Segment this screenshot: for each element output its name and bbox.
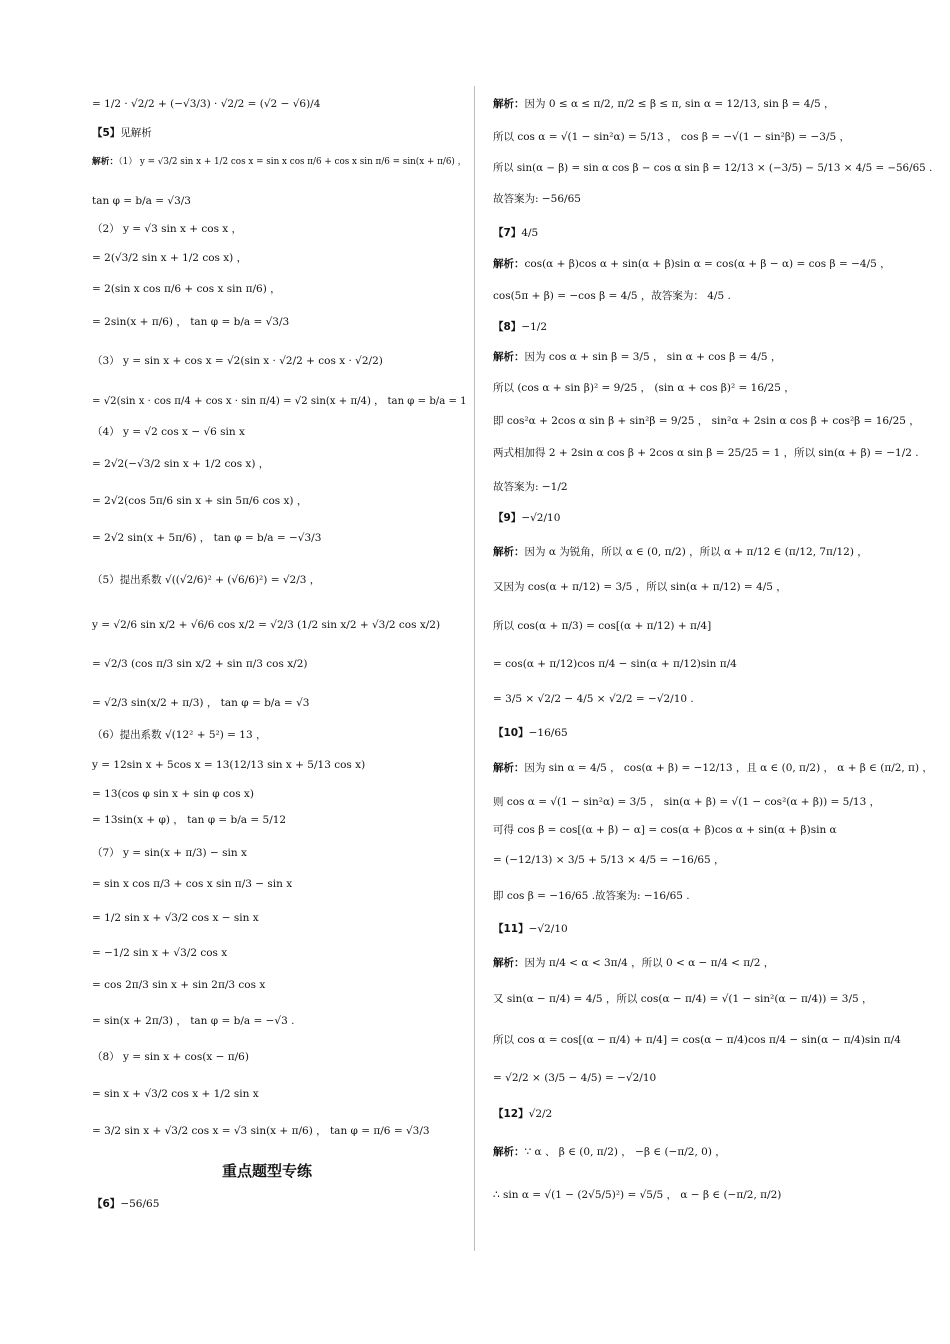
solution-line [493,413,920,429]
solution-label: 解析： [493,762,525,774]
solution-line [493,618,711,634]
math-text: 两式相加得 2 + 2sin α cos β + 2cos α sin β = 25/25 = 1 ，所以 sin(α + β) = −1/2 . [493,447,919,459]
math-text: （1） y = √3/2 sin x + 1/2 cos x = sin x cos π/6 + cos x sin π/6 = sin(x + π/6) ， [118,157,467,167]
solution-line [92,572,320,588]
solution-line [493,349,781,365]
math-text: −√2/10 [528,923,568,935]
math-text: （3） y = sin x + cos x = √2(sin x · √2/2 + cos x · √2/2) [92,355,383,367]
math-text: = 2sin(x + π/6) ， tan φ = b/a = √3/3 [92,316,290,328]
solution-label: 【6】 [92,1198,121,1210]
solution-label: 【5】 [92,127,121,139]
solution-label: 解析： [92,157,119,167]
math-text: （7） y = sin(x + π/3) − sin x [92,847,247,859]
solution-label: 【8】 [493,321,522,333]
solution-line [493,888,690,904]
math-text: = cos 2π/3 sin x + sin 2π/3 cos x [92,979,266,991]
solution-line [493,319,547,335]
math-text: √2/2 [528,1108,553,1120]
math-text: ∵ α 、 β ∈ (0, π/2) ， −β ∈ (−π/2, 0) ， [524,1146,726,1158]
solution-line [493,991,873,1007]
solution-line [493,1144,726,1160]
solution-label: 解析： [493,1146,525,1158]
math-text: = 1/2 · √2/2 + (−√3/3) · √2/2 = (√2 − √6)/4 [92,98,321,110]
solution-label: 解析： [493,258,525,270]
math-text: 即 cos β = −16/65 .故答案为: −16/65 . [493,890,690,902]
solution-label: 【7】 [493,227,522,239]
solution-line [493,479,568,495]
math-text: −√2/10 [521,512,561,524]
solution-line [92,812,286,828]
math-text: （4） y = √2 cos x − √6 sin x [92,426,245,438]
math-text: 故答案为: −1/2 [493,481,568,493]
solution-line [92,221,242,237]
math-text: y = 12sin x + 5cos x = 13(12/13 sin x + 5/13 cos x) [92,759,366,771]
solution-line [92,695,309,711]
solution-line [92,1086,259,1102]
math-text: 所以 cos(α + π/3) = cos[(α + π/12) + π/4] [493,620,712,632]
math-text: = √2/2 × (3/5 − 4/5) = −√2/10 [493,1072,657,1084]
solution-line [92,945,227,961]
solution-label: 【11】 [493,923,529,935]
solution-line [493,380,795,396]
math-text: cos(α + β)cos α + sin(α + β)sin α = cos(α + β − α) = cos β = −4/5 ， [524,258,891,270]
solution-line [493,822,837,838]
math-text: = −1/2 sin x + √3/2 cos x [92,947,228,959]
solution-line [493,544,868,560]
math-text: = 13(cos φ sin x + sin φ cos x) [92,788,254,800]
solution-line [493,852,725,868]
solution-line [493,760,933,776]
math-text: 所以 (cos α + sin β)² = 9/25 ， (sin α + cos β)² = 16/25 ， [493,382,795,394]
solution-line [493,1070,656,1086]
math-text: = sin x + √3/2 cos x + 1/2 sin x [92,1088,259,1100]
math-text: （2） y = √3 sin x + cos x ， [92,223,243,235]
math-text: = 2√2(−√3/2 sin x + 1/2 cos x) ， [92,458,270,470]
math-text: 见解析 [120,127,152,139]
math-text: 因为 sin α = 4/5 ， cos(α + β) = −12/13 ，且 α ∈ (0, π/2) ， α + β ∈ (π/2, π) ， [524,762,933,774]
solution-label: 【9】 [493,512,522,524]
math-text: −1/2 [521,321,548,333]
solution-line [92,96,320,112]
solution-line [92,314,289,330]
solution-line [493,160,932,176]
solution-line [493,191,581,207]
solution-line [493,656,737,672]
math-text: = √2/3 sin(x/2 + π/3) ， tan φ = b/a = √3 [92,697,310,709]
solution-label: 【10】 [493,727,529,739]
math-text: −56/65 [120,1198,160,1210]
solution-line [92,727,267,743]
solution-line [92,1123,430,1139]
solution-line [92,281,281,297]
math-text: 故答案为: −56/65 [493,193,581,205]
solution-line [493,225,538,241]
solution-line [92,250,247,266]
solution-line [493,96,835,112]
solution-line [92,1049,249,1065]
solution-line [92,424,245,440]
math-text: 4/5 [521,227,539,239]
math-text: = (−12/13) × 3/5 + 5/13 × 4/5 = −16/65 ， [493,854,725,866]
math-text: = 13sin(x + φ) ， tan φ = b/a = 5/12 [92,814,287,826]
solution-line [92,910,259,926]
solution-line [92,617,440,633]
solution-line [92,757,365,773]
math-text: = 2√2 sin(x + 5π/6) ， tan φ = b/a = −√3/3 [92,532,322,544]
solution-line [92,845,247,861]
math-text: = 3/5 × √2/2 − 4/5 × √2/2 = −√2/10 . [493,693,694,705]
solution-line [92,193,191,209]
solution-line [493,129,850,145]
math-text: 可得 cos β = cos[(α + β) − α] = cos(α + β)cos α + sin(α + β)sin α [493,824,837,836]
math-text: 即 cos²α + 2cos α sin β + sin²β = 9/25 ， sin²α + 2sin α cos β + cos²β = 16/25 ， [493,415,920,427]
solution-line [92,493,307,509]
solution-label: 解析： [493,957,525,969]
solution-line [493,1106,552,1122]
solution-line [493,510,560,526]
solution-line [493,955,774,971]
math-text: = 2(sin x cos π/6 + cos x sin π/6) ， [92,283,281,295]
solution-line [92,456,269,472]
solution-line [493,579,787,595]
math-text: 所以 cos α = cos[(α − π/4) + π/4] = cos(α − π/4)cos π/4 − sin(α − π/4)sin π/4 [493,1034,901,1046]
math-text: （5）提出系数 √((√2/6)² + (√6/6)²) = √2/3 ， [92,574,321,586]
solution-line [493,288,731,304]
math-text: 又 sin(α − π/4) = 4/5 ，所以 cos(α − π/4) = √(1 − sin²(α − π/4)) = 3/5 ， [493,993,873,1005]
math-text: （8） y = sin x + cos(x − π/6) [92,1051,249,1063]
math-text: −16/65 [528,727,568,739]
solution-line [92,530,321,546]
solution-line [92,125,152,141]
math-text: 则 cos α = √(1 − sin²α) = 3/5 ， sin(α + β) = √(1 − cos²(α + β)) = 5/13 ， [493,796,881,808]
solution-label: 解析： [493,98,525,110]
math-text: 因为 π/4 < α < 3π/4 ，所以 0 < α − π/4 < π/2 ， [524,957,775,969]
solution-line [92,1196,159,1212]
math-text: = sin(x + 2π/3) ， tan φ = b/a = −√3 . [92,1015,295,1027]
solution-line [493,691,694,707]
math-text: 所以 sin(α − β) = sin α cos β − cos α sin β = 12/13 × (−3/5) − 5/13 × 4/5 = −56/65 . [493,162,933,174]
solution-line [92,786,254,802]
solution-line [92,154,466,170]
math-text: = 3/2 sin x + √3/2 cos x = √3 sin(x + π/6) ， tan φ = π/6 = √3/3 [92,1125,430,1137]
solution-line [493,445,919,461]
solution-label: 【12】 [493,1108,529,1120]
math-text: tan φ = b/a = √3/3 [92,195,191,207]
solution-line [92,394,467,410]
math-text: 又因为 cos(α + π/12) = 3/5 ，所以 sin(α + π/12) = 4/5 ， [493,581,787,593]
solution-line [493,256,891,272]
math-text: y = √2/6 sin x/2 + √6/6 cos x/2 = √2/3 (1/2 sin x/2 + √3/2 cos x/2) [92,619,441,631]
math-text: （6）提出系数 √(12² + 5²) = 13 ， [92,729,267,741]
solution-line [92,1013,294,1029]
math-text: = cos(α + π/12)cos π/4 − sin(α + π/12)sin π/4 [493,658,737,670]
math-text: 因为 α 为锐角，所以 α ∈ (0, π/2) ，所以 α + π/12 ∈ (π/12, 7π/12) ， [524,546,868,558]
section-title: 重点题型专练 [222,1162,313,1180]
solution-label: 解析： [493,546,525,558]
solution-line [493,1032,901,1048]
math-text: ∴ sin α = √(1 − (2√5/5)²) = √5/5 ， α − β ∈ (−π/2, π/2) [493,1189,782,1201]
solution-line [493,794,880,810]
solution-line [92,353,383,369]
solution-line [92,876,292,892]
column-divider [474,86,475,1251]
math-text: = √2/3 (cos π/3 sin x/2 + sin π/3 cos x/2) [92,658,308,670]
math-text: 所以 cos α = √(1 − sin²α) = 5/13 ， cos β = −√(1 − sin²β) = −3/5 ， [493,131,851,143]
solution-line [493,1187,781,1203]
solution-line [493,725,568,741]
solution-line [92,977,265,993]
math-text: 因为 0 ≤ α ≤ π/2, π/2 ≤ β ≤ π, sin α = 12/13, sin β = 4/5 ， [524,98,835,110]
math-text: = √2(sin x · cos π/4 + cos x · sin π/4) = √2 sin(x + π/4) ， tan φ = b/a = 1 [92,396,467,407]
math-text: cos(5π + β) = −cos β = 4/5 ，故答案为： 4/5 . [493,290,731,302]
math-text: = 1/2 sin x + √3/2 cos x − sin x [92,912,259,924]
math-text: = 2√2(cos 5π/6 sin x + sin 5π/6 cos x) ， [92,495,308,507]
solution-line [493,921,568,937]
solution-line [92,656,307,672]
math-text: 因为 cos α + sin β = 3/5 ， sin α + cos β = 4/5 ， [524,351,782,363]
solution-label: 解析： [493,351,525,363]
math-text: = 2(√3/2 sin x + 1/2 cos x) ， [92,252,248,264]
math-text: = sin x cos π/3 + cos x sin π/3 − sin x [92,878,293,890]
